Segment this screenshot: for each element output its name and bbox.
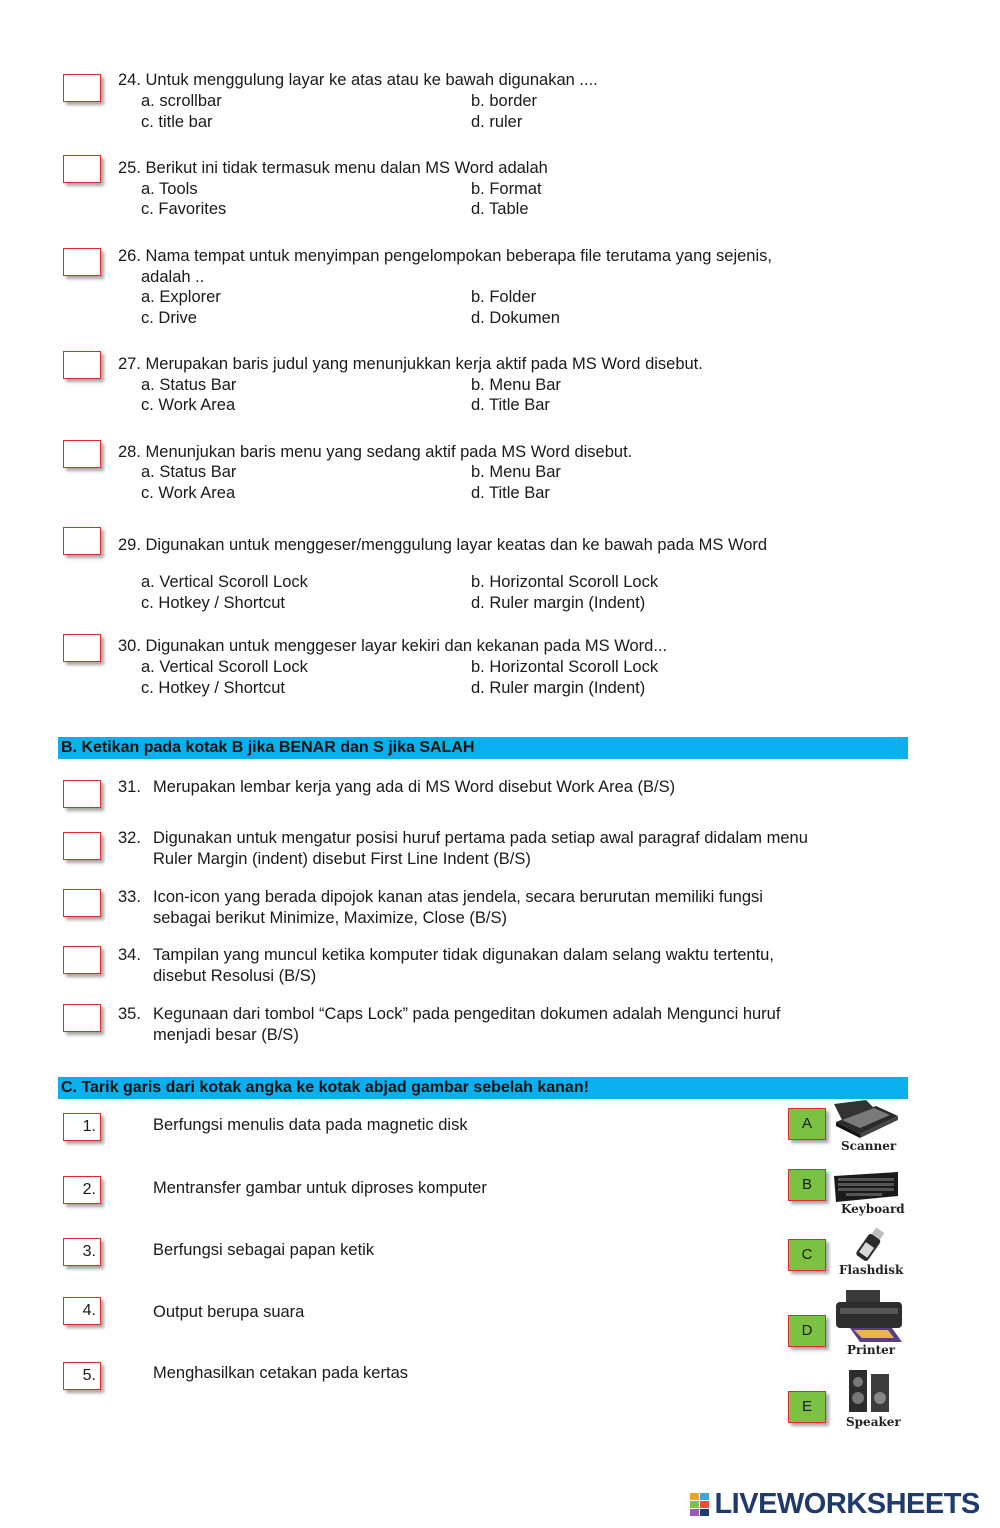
question-text: 29. Digunakan untuk menggeser/menggulung layar keatas dan ke bawah pada MS Word	[118, 536, 768, 554]
match-letter-a[interactable]: A	[788, 1108, 826, 1140]
option: d. Ruler margin (Indent)	[471, 679, 646, 697]
option: a. Status Bar	[141, 376, 237, 394]
answer-box-29[interactable]	[63, 527, 101, 555]
logo-text: LIVEWORKSHEETS	[714, 1488, 980, 1520]
statement-number: 34.	[118, 946, 141, 964]
statement-text: disebut Resolusi (B/S)	[153, 967, 317, 985]
printer-icon	[832, 1288, 908, 1346]
statement-text: Tampilan yang muncul ketika komputer tidak digunakan dalam selang waktu tertentu,	[153, 946, 774, 964]
answer-box-34[interactable]	[63, 946, 101, 974]
option: d. Table	[471, 200, 529, 218]
question-30	[118, 636, 667, 657]
scanner-icon	[832, 1098, 902, 1140]
option: b. Format	[471, 180, 542, 198]
section-b-heading: B. Ketikan pada kotak B jika BENAR dan S jika SALAH	[58, 737, 908, 759]
match-letter-e[interactable]: E	[788, 1391, 826, 1423]
option: c. Hotkey / Shortcut	[141, 594, 285, 612]
device-label: Keyboard	[841, 1202, 905, 1216]
option: b. Horizontal Scoroll Lock	[471, 658, 659, 676]
option: a. Status Bar	[141, 463, 237, 481]
question-text: adalah ..	[141, 267, 205, 286]
option: d. Title Bar	[471, 396, 550, 414]
option: c. title bar	[141, 113, 213, 131]
option: c. Work Area	[141, 396, 236, 414]
answer-box-32[interactable]	[63, 832, 101, 860]
match-item-text: Mentransfer gambar untuk diproses komputer	[153, 1179, 487, 1197]
question-text: 24. Untuk menggulung layar ke atas atau ke bawah digunakan ....	[118, 71, 598, 89]
question-text: 27. Merupakan baris judul yang menunjukkan kerja aktif pada MS Word disebut.	[118, 355, 703, 373]
statement-number: 35.	[118, 1005, 141, 1023]
answer-box-30[interactable]	[63, 634, 101, 662]
liveworksheets-mark-icon	[690, 1491, 710, 1519]
question-26	[118, 246, 772, 287]
answer-box-31[interactable]	[63, 780, 101, 808]
match-number-1[interactable]: 1.	[63, 1113, 101, 1141]
question-24	[118, 70, 598, 91]
option: a. scrollbar	[141, 92, 222, 110]
option: d. Ruler margin (Indent)	[471, 594, 646, 612]
statement-text: Merupakan lembar kerja yang ada di MS Word disebut Work Area (B/S)	[153, 778, 676, 796]
answer-box-33[interactable]	[63, 889, 101, 917]
option: c. Hotkey / Shortcut	[141, 679, 285, 697]
match-number-2[interactable]: 2.	[63, 1176, 101, 1204]
match-item-text: Menghasilkan cetakan pada kertas	[153, 1364, 408, 1382]
option: a. Vertical Scoroll Lock	[141, 573, 308, 591]
question-25	[118, 158, 548, 179]
statement-text: Digunakan untuk mengatur posisi huruf pertama pada setiap awal paragraf didalam menu	[153, 829, 808, 847]
question-27	[118, 354, 703, 375]
match-letter-b[interactable]: B	[788, 1169, 826, 1201]
match-number-3[interactable]: 3.	[63, 1238, 101, 1266]
question-text: 30. Digunakan untuk menggeser layar kekiri dan kekanan pada MS Word...	[118, 637, 668, 655]
question-28	[118, 442, 632, 463]
option: a. Vertical Scoroll Lock	[141, 658, 308, 676]
match-number-5[interactable]: 5.	[63, 1362, 101, 1390]
statement-number: 32.	[118, 829, 141, 847]
statement-number: 31.	[118, 778, 141, 796]
flashdisk-icon	[848, 1226, 892, 1264]
option: b. border	[471, 92, 538, 110]
question-text: 28. Menunjukan baris menu yang sedang aktif pada MS Word disebut.	[118, 443, 633, 461]
option: c. Work Area	[141, 484, 236, 502]
question-29	[118, 535, 767, 556]
answer-box-25[interactable]	[63, 155, 101, 183]
option: a. Explorer	[141, 288, 221, 306]
liveworksheets-logo	[690, 1488, 980, 1521]
match-letter-c[interactable]: C	[788, 1239, 826, 1271]
answer-box-35[interactable]	[63, 1004, 101, 1032]
option: a. Tools	[141, 180, 198, 198]
answer-box-26[interactable]	[63, 248, 101, 276]
option: b. Folder	[471, 288, 537, 306]
match-item-text: Berfungsi sebagai papan ketik	[153, 1241, 375, 1259]
option: d. Dokumen	[471, 309, 560, 327]
question-text: 26. Nama tempat untuk menyimpan pengelompokan beberapa file terutama yang sejenis,	[118, 247, 772, 265]
option: b. Menu Bar	[471, 463, 561, 481]
statement-text: menjadi besar (B/S)	[153, 1026, 299, 1044]
device-label: Speaker	[846, 1415, 901, 1429]
option: b. Horizontal Scoroll Lock	[471, 573, 659, 591]
statement-number: 33.	[118, 888, 141, 906]
match-letter-d[interactable]: D	[788, 1315, 826, 1347]
option: d. ruler	[471, 113, 523, 131]
option: c. Favorites	[141, 200, 227, 218]
match-number-4[interactable]: 4.	[63, 1297, 101, 1325]
statement-text: Ruler Margin (indent) disebut First Line Indent (B/S)	[153, 850, 531, 868]
section-c-heading: C. Tarik garis dari kotak angka ke kotak abjad gambar sebelah kanan!	[58, 1077, 908, 1099]
question-text: 25. Berikut ini tidak termasuk menu dalan MS Word adalah	[118, 159, 548, 177]
speaker-icon	[845, 1368, 893, 1416]
device-label: Scanner	[841, 1139, 897, 1153]
answer-box-24[interactable]	[63, 74, 101, 102]
match-item-text: Berfungsi menulis data pada magnetic disk	[153, 1116, 468, 1134]
device-label: Printer	[847, 1343, 896, 1357]
device-label: Flashdisk	[839, 1263, 904, 1277]
statement-text: Kegunaan dari tombol “Caps Lock” pada pengeditan dokumen adalah Mengunci huruf	[153, 1005, 781, 1023]
answer-box-27[interactable]	[63, 351, 101, 379]
match-item-text: Output berupa suara	[153, 1303, 305, 1321]
statement-text: Icon-icon yang berada dipojok kanan atas jendela, secara berurutan memiliki fungsi	[153, 888, 763, 906]
option: c. Drive	[141, 309, 197, 327]
answer-box-28[interactable]	[63, 440, 101, 468]
keyboard-icon	[832, 1170, 900, 1204]
statement-text: sebagai berikut Minimize, Maximize, Close (B/S)	[153, 909, 507, 927]
option: b. Menu Bar	[471, 376, 561, 394]
option: d. Title Bar	[471, 484, 550, 502]
